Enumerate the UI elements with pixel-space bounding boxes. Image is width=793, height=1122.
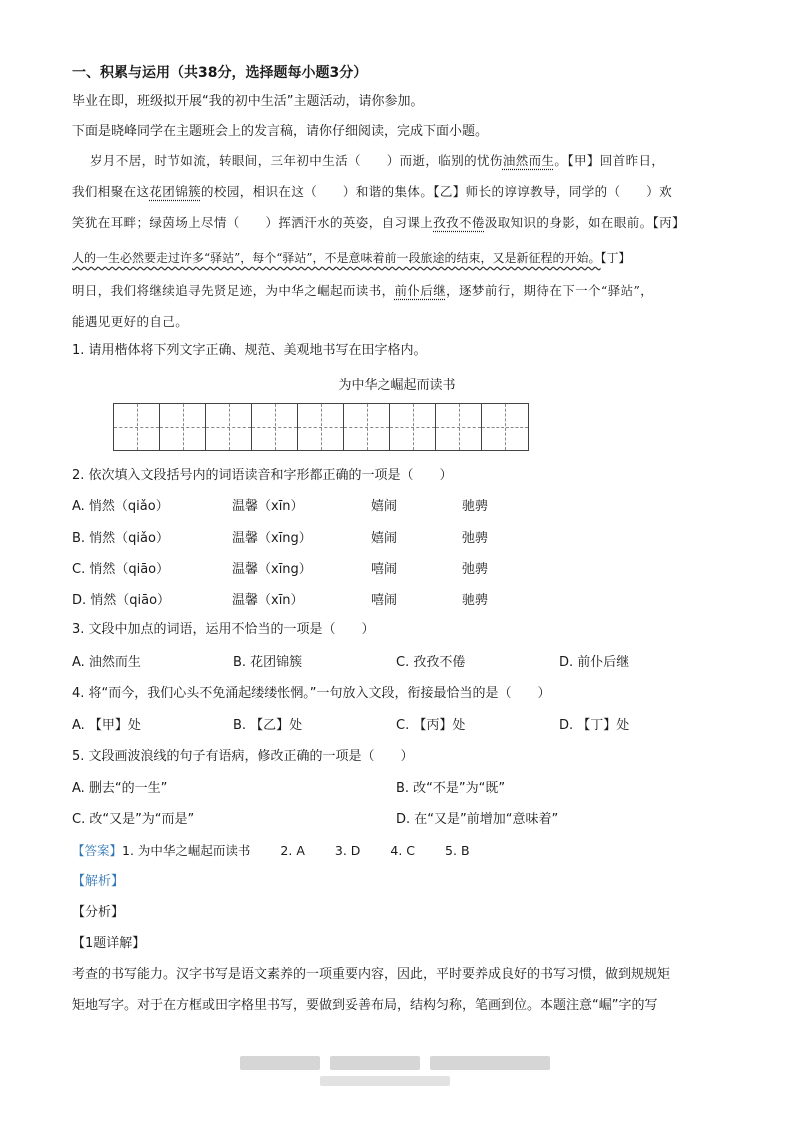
- q1-stem: 1. 请用楷体将下列文字正确、规范、美观地书写在田字格内。: [72, 343, 427, 358]
- passage-line-5: [72, 282, 653, 300]
- q3-stem: 3. 文段中加点的词语，运用不恰当的一项是（ ）: [72, 622, 375, 637]
- q2-option-d-col2: 温馨（xīn）: [232, 593, 304, 608]
- footer-watermark: [430, 1056, 550, 1070]
- footer-watermark: [240, 1056, 320, 1070]
- passage-line-6: 能遇见更好的自己。: [72, 314, 189, 329]
- tianzige-cell[interactable]: [252, 404, 298, 450]
- q1-phrase: 为中华之崛起而读书: [338, 378, 456, 393]
- passage-text: 笑犹在耳畔；绿茵场上尽情（ ）挥洒汗水的英姿，自习课上: [72, 215, 434, 230]
- q5-option-b[interactable]: B. 改“不是”为“既”: [396, 781, 506, 796]
- intro-line-2: 下面是晓峰同学在主题班会上的发言稿，请你仔细阅读，完成下面小题。: [72, 124, 489, 139]
- q2-stem: 2. 依次填入文段括号内的词语读音和字形都正确的一项是（ ）: [72, 468, 453, 483]
- passage-text: 【丁】: [600, 251, 631, 265]
- q2-option-c-col1[interactable]: C. 悄然（qiāo）: [72, 562, 170, 577]
- dotted-word-3: 孜孜不倦: [433, 215, 485, 230]
- q4-option-a[interactable]: A. 【甲】处: [72, 718, 141, 733]
- q2-option-b-col2: 温馨（xīng）: [232, 531, 312, 546]
- answer-item: 4. C: [390, 843, 416, 858]
- q2-option-a-col4: 驰骋: [462, 499, 489, 514]
- tianzige-cell[interactable]: [344, 404, 390, 450]
- analysis-label: 【解析】: [72, 874, 125, 889]
- tianzige-cell[interactable]: [482, 404, 528, 450]
- passage-line-1: [90, 152, 664, 170]
- q3-option-b[interactable]: B. 花团锦簇: [233, 655, 303, 670]
- footer-watermark: [330, 1056, 420, 1070]
- q3-option-a[interactable]: A. 油然而生: [72, 655, 141, 670]
- passage-text: 的校园，相识在这（ ）和谐的集体。【乙】师长的谆谆教导，同学的（ ）欢: [201, 184, 673, 199]
- answer-item: 3. D: [334, 843, 361, 858]
- q2-option-d-col3: 嘻闹: [371, 593, 398, 608]
- q2-option-b-col1[interactable]: B. 悄然（qiǎo）: [72, 531, 169, 546]
- fenxi-label: 【分析】: [72, 905, 125, 920]
- tianzige-cell[interactable]: [390, 404, 436, 450]
- dotted-word-2: 花团锦簇: [149, 184, 202, 199]
- q4-option-d[interactable]: D. 【丁】处: [559, 718, 630, 733]
- q4-option-b[interactable]: B. 【乙】处: [233, 718, 303, 733]
- q3-option-d[interactable]: D. 前仆后继: [559, 655, 630, 670]
- tianzige-cell[interactable]: [206, 404, 252, 450]
- detail-line-1: 考查的书写能力。汉字书写是语文素养的一项重要内容，因此，平时要养成良好的书写习惯，做到规规矩: [72, 967, 671, 982]
- answer-item: 5. B: [445, 843, 470, 858]
- wavy-sentence: 人的一生必然要走过许多“驿站”，每个“驿站”，不是意味着前一段旅途的结束，又是新征程的开始。: [72, 251, 601, 265]
- q2-option-a-col3: 嬉闹: [371, 499, 398, 514]
- q5-option-d[interactable]: D. 在“又是”前增加“意味着”: [396, 812, 559, 827]
- answer-item: 1. 为中华之崛起而读书: [122, 843, 251, 858]
- tianzige-cell[interactable]: [114, 404, 160, 450]
- intro-line-1: 毕业在即，班级拟开展“我的初中生活”主题活动，请你参加。: [72, 94, 424, 109]
- q5-stem: 5. 文段画波浪线的句子有语病，修改正确的一项是（ ）: [72, 749, 414, 764]
- q2-option-d-col4: 驰骋: [462, 593, 489, 608]
- answer-label: 【答案】: [72, 843, 123, 858]
- passage-line-3: [72, 214, 685, 232]
- tianzige-cell[interactable]: [436, 404, 482, 450]
- q2-option-b-col4: 弛骋: [462, 531, 489, 546]
- passage-text: ，逐梦前行，期待在下一个“驿站”，: [446, 283, 654, 298]
- passage-text: 岁月不居，时节如流，转眼间，三年初中生活（ ）而逝，临别的忧伤: [90, 153, 503, 168]
- q2-option-c-col4: 弛骋: [462, 562, 489, 577]
- q2-option-d-col1[interactable]: D. 悄然（qiāo）: [72, 593, 171, 608]
- passage-text: 汲取知识的身影，如在眼前。【丙】: [484, 215, 685, 230]
- dotted-word-4: 前仆后继: [394, 283, 447, 298]
- tianzige-grid[interactable]: [113, 403, 529, 451]
- q3-option-c[interactable]: C. 孜孜不倦: [396, 655, 466, 670]
- passage-text: 明日，我们将继续追寻先贤足迹，为中华之崛起而读书，: [72, 283, 395, 298]
- q2-option-c-col2: 温馨（xīng）: [232, 562, 312, 577]
- dotted-word-1: 油然而生: [502, 153, 555, 168]
- q2-option-b-col3: 嬉闹: [371, 531, 398, 546]
- q2-option-a-col1[interactable]: A. 悄然（qiǎo）: [72, 499, 169, 514]
- q5-option-a[interactable]: A. 删去“的一生”: [72, 781, 168, 796]
- section-heading: 一、积累与运用（共38分，选择题每小题3分）: [72, 65, 368, 81]
- answer-line: [72, 842, 470, 860]
- passage-text: 。【甲】回首昨日，: [554, 153, 665, 168]
- tianzige-cell[interactable]: [298, 404, 344, 450]
- detail-line-2: 矩地写字。对于在方框或田字格里书写，要做到妥善布局，结构匀称，笔画到位。本题注意“崛”字的写: [72, 998, 658, 1013]
- q4-option-c[interactable]: C. 【丙】处: [396, 718, 466, 733]
- passage-line-2: [72, 183, 672, 201]
- q5-option-c[interactable]: C. 改“又是”为“而是”: [72, 812, 195, 827]
- passage-line-4: [72, 249, 631, 267]
- detail-label: 【1题详解】: [72, 936, 146, 951]
- tianzige-cell[interactable]: [160, 404, 206, 450]
- q2-option-a-col2: 温馨（xīn）: [232, 499, 304, 514]
- footer-watermark: [320, 1076, 450, 1086]
- passage-text: 我们相聚在这: [72, 184, 150, 199]
- answer-item: 2. A: [280, 843, 305, 858]
- q4-stem: 4. 将“而今，我们心头不免涌起缕缕怅惘。”一句放入文段，衔接最恰当的是（ ）: [72, 686, 551, 701]
- q2-option-c-col3: 嘻闹: [371, 562, 398, 577]
